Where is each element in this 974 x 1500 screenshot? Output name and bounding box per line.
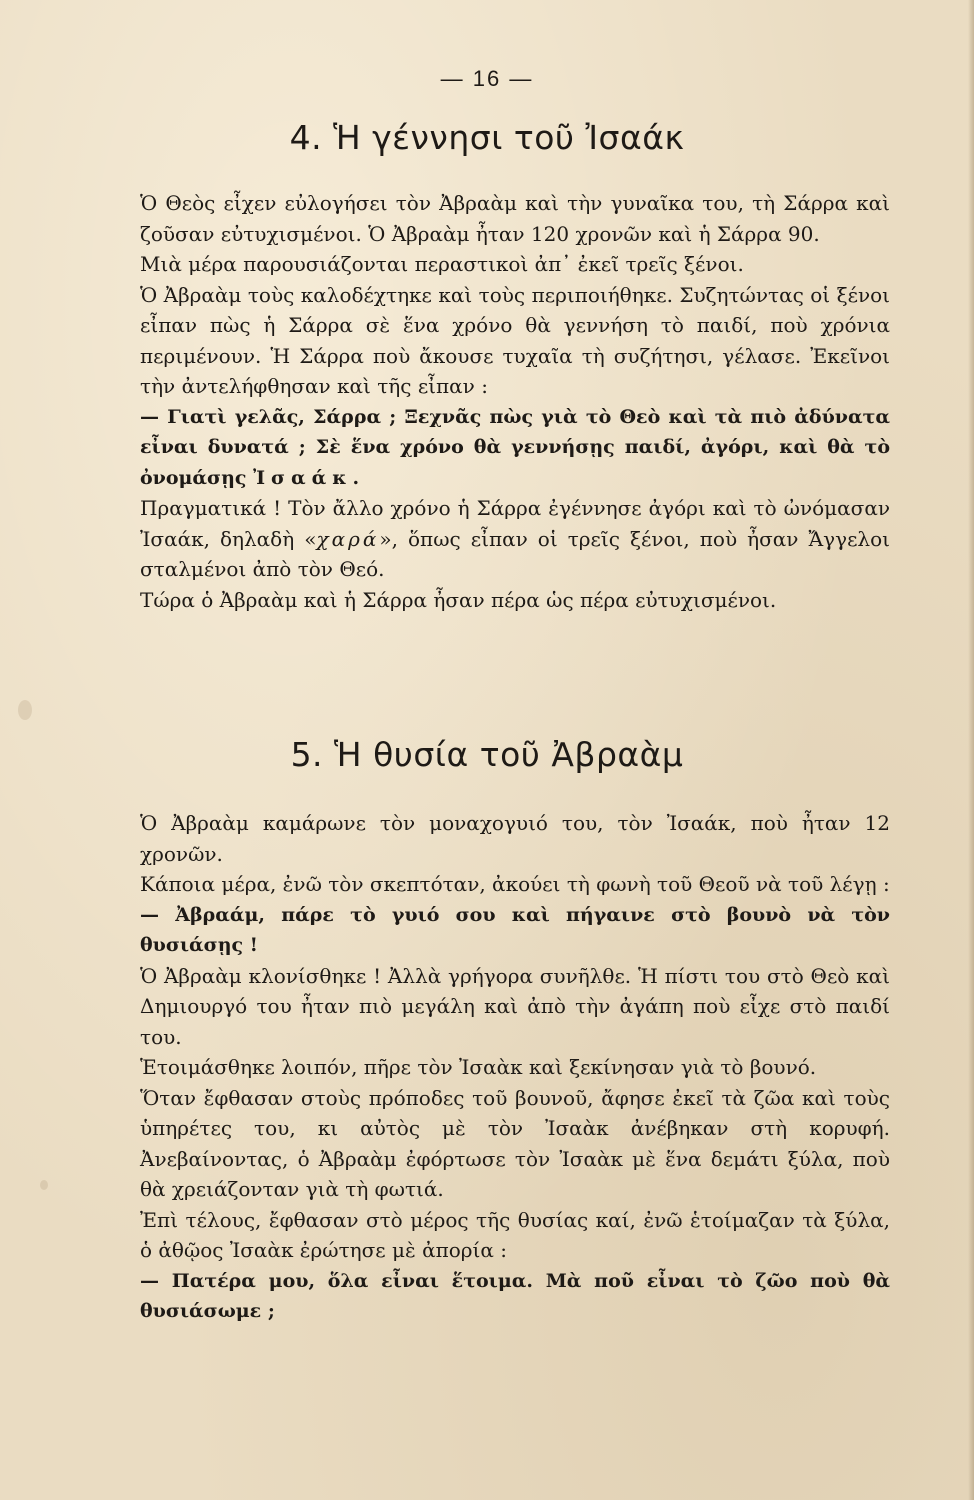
dialogue-paragraph [140,900,890,961]
paragraph [140,585,890,616]
paragraph [140,1205,890,1266]
dialogue-dash: — [140,1269,172,1292]
section-body [140,808,890,1327]
paragraph [140,493,890,585]
paper-stain [18,700,32,720]
paragraph [140,961,890,1053]
paragraph-text: Τώρα ὁ Ἀβραὰμ καὶ ἡ Σάρρα ἦσαν πέρα ὡς πέρα εὐτυχισμένοι. [140,587,777,612]
paragraph-text: Μιὰ μέρα παρουσιάζονται περαστικοὶ ἀπ᾽ ἐκεῖ τρεῖς ξένοι. [140,252,744,276]
paragraph [140,280,890,402]
dialogue-paragraph [140,1266,890,1327]
dialogue-dash: — [140,405,168,428]
paragraph-text: Ὁ Ἀβραὰμ καμάρωνε τὸν μοναχογυιό του, τὸν Ἰσαάκ, ποὺ ἦταν 12 χρονῶν. [140,811,890,866]
paragraph [140,808,890,869]
spaced-name: Ἰσαάκ. [253,466,366,489]
paragraph [140,1052,890,1083]
paragraph [140,188,890,249]
dialogue-text: Πατέρα μου, ὅλα εἶναι ἕτοιμα. Μὰ ποῦ εἶναι τὸ ζῶο ποὺ θὰ θυσιάσωμε ; [140,1269,890,1322]
paragraph-text: Κάποια μέρα, ἐνῶ τὸν σκεπτόταν, ἀκούει τὴ φωνὴ τοῦ Θεοῦ νὰ τοῦ λέγῃ : [140,872,890,896]
paragraph-text: Ἑτοιμάσθηκε λοιπόν, πῆρε τὸν Ἰσαὰκ καὶ ξεκίνησαν γιὰ τὸ βουνό. [140,1055,817,1079]
dialogue-dash: — [140,903,176,926]
paragraph [140,869,890,900]
paragraph-text: Ὅταν ἔφθασαν στοὺς πρόποδες τοῦ βουνοῦ, ἄφησε ἐκεῖ τὰ ζῶα καὶ τοὺς ὑπηρέτες του, κι αὐτὸς μὲ τὸν Ἰσαὰκ ἀνέβηκαν στὴ κορυφή. Ἀνεβαίνοντας, ὁ Ἀβραὰμ ἐφόρτωσε τὸν Ἰσαὰκ μὲ ἕνα δεμάτι ξύλα, ποὺ θὰ χρειάζονταν γιὰ τὴ φωτιά. [140,1085,890,1201]
page-number: — 16 — [440,66,534,91]
paragraph-text: Ὁ Ἀβραὰμ τοὺς καλοδέχτηκε καὶ τοὺς περιποιήθηκε. Συζητώντας οἱ ξένοι εἶπαν πὼς ἡ Σάρρα σὲ ἕνα χρόνο θὰ γεννήση τὸ παιδί, ποὺ χρόνια περιμένουν. Ἡ Σάρρα ποὺ ἄκουσε τυχαῖα τὴ συζήτησι, γέλασε. Ἐκεῖνοι τὴν ἀντελήφθησαν καὶ τῆς εἶπαν : [140,282,890,398]
paragraph-text: Ὁ Ἀβραὰμ κλονίσθηκε ! Ἀλλὰ γρήγορα συνῆλθε. Ἡ πίστι του στὸ Θεὸ καὶ Δημιουργό του ἦταν πιὸ μεγάλη καὶ ἀπὸ τὴν ἀγάπη ποὺ εἶχε στὸ παιδί του. [140,963,890,1049]
paper-stain [40,1180,48,1190]
paragraph-text: Ἐπὶ τέλους, ἔφθασαν στὸ μέρος τῆς θυσίας καί, ἐνῶ ἑτοίμαζαν τὰ ξύλα, ὁ ἀθῷος Ἰσαὰκ ἐρώτησε μὲ ἀπορία : [140,1207,890,1262]
paragraph-text: Ὁ Θεὸς εἶχεν εὐλογήσει τὸν Ἀβραὰμ καὶ τὴν γυναῖκα του, τὴ Σάρρα καὶ ζοῦσαν εὐτυχισμένοι. Ὁ Ἀβραὰμ ἦταν 120 χρονῶν καὶ ἡ Σάρρα 90. [140,191,890,246]
emphasized-word: χαρά [316,526,380,551]
paragraph [140,1083,890,1205]
dialogue-text: Γιατὶ γελᾶς, Σάρρα ; Ξεχνᾶς πὼς γιὰ τὸ Θεὸ καὶ τὰ πιὸ ἀδύνατα εἶναι δυνατά ; Σὲ ἕνα χρόνο θὰ γεννήσῃς παιδί, ἀγόρι, καὶ θὰ τὸ ὀνομάσῃς [140,405,890,489]
paragraph-text: Πραγματικά ! Τὸν ἄλλο χρόνο ἡ Σάρρα ἐγέννησε ἀγόρι καὶ τὸ ὠνόμασαν Ἰσαάκ, δηλαδὴ « [140,496,890,551]
paragraph [140,249,890,280]
section-title: 4. Ἡ γέννησι τοῦ Ἰσαάκ [289,118,685,157]
section-title: 5. Ἡ θυσία τοῦ Ἀβραὰμ [290,735,684,774]
dialogue-text: Ἀβραάμ, πάρε τὸ γυιό σου καὶ πήγαινε στὸ βουνὸ νὰ τὸν θυσιάσῃς ! [140,903,890,956]
paragraph-text: », ὅπως εἶπαν οἱ τρεῖς ξένοι, ποὺ ἦσαν Ἄγγελοι σταλμένοι ἀπὸ τὸν Θεό. [140,526,890,581]
section-body [140,188,890,615]
dialogue-paragraph [140,402,890,494]
